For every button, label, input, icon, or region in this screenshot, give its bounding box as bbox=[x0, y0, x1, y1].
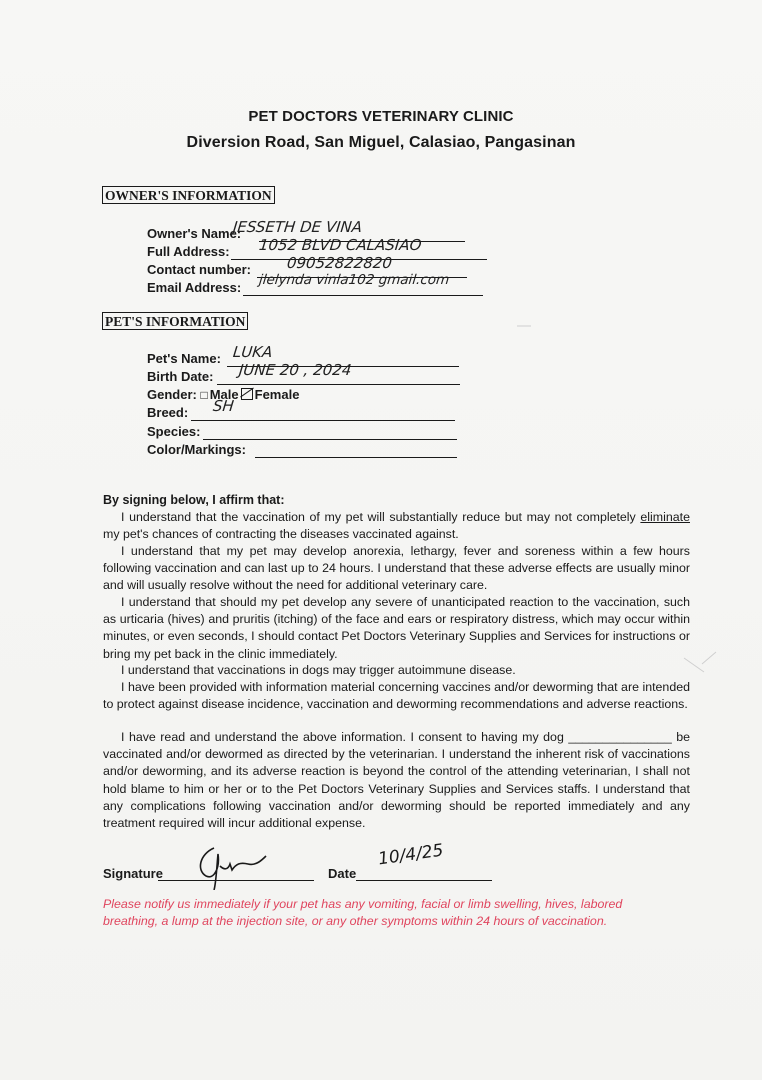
owner-name-label: Owner's Name: bbox=[147, 226, 242, 241]
color-markings-line bbox=[255, 457, 457, 458]
breed-field[interactable] bbox=[147, 397, 467, 423]
color-markings-field[interactable] bbox=[147, 442, 467, 460]
email-line bbox=[243, 295, 483, 296]
date-value: 10/4/25 bbox=[376, 840, 445, 870]
breed-value: SH bbox=[212, 397, 235, 415]
dog-name-blank[interactable]: _______________ bbox=[568, 730, 672, 744]
gender-label: Gender: bbox=[147, 387, 197, 402]
species-label: Species: bbox=[147, 424, 201, 439]
birth-date-value: JUNE 20 , 2024 bbox=[238, 361, 353, 379]
contact-number-label: Contact number: bbox=[147, 262, 251, 277]
signature-label: Signature bbox=[103, 866, 163, 881]
affirmation-paragraph-1: I understand that the vaccination of my pet will substantially reduce but may not completely eliminate my pet's chances of contracting the diseases vaccinated against. bbox=[103, 510, 690, 542]
owner-name-value: JESSETH DE VINA bbox=[232, 218, 364, 236]
owner-section-heading: OWNER'S INFORMATION bbox=[102, 186, 275, 204]
affirmation-paragraph-2: I understand that my pet may develop anorexia, lethargy, fever and soreness within a few hours following vaccination and can last up to 24 hours. I understand that these adverse effects are usually minor and will usually resolve without the need for additional veterinary care. bbox=[103, 544, 690, 593]
clinic-name: PET DOCTORS VETERINARY CLINIC bbox=[248, 108, 514, 125]
affirmation-heading: By signing below, I affirm that: bbox=[103, 493, 285, 507]
email-field[interactable] bbox=[147, 272, 487, 298]
pet-name-value: LUKA bbox=[232, 343, 274, 361]
female-option-label: Female bbox=[254, 387, 300, 402]
species-line bbox=[203, 439, 457, 440]
contact-number-value: 09052822820 bbox=[286, 254, 393, 272]
male-checkbox-icon[interactable]: □ bbox=[200, 388, 208, 402]
birth-date-line bbox=[217, 384, 460, 385]
birth-date-field[interactable] bbox=[147, 361, 467, 387]
birth-date-label: Birth Date: bbox=[147, 369, 214, 384]
email-label: Email Address: bbox=[147, 280, 242, 295]
full-address-value: 1052 BLVD CALASIAO bbox=[258, 236, 423, 254]
color-markings-label: Color/Markings: bbox=[147, 442, 246, 457]
notice-text: Please notify us immediately if your pet has any vomiting, facial or limb swelling, hives, labored breathing, a lump at the injection site, or any other symptoms within 24 hours of vaccination. bbox=[103, 897, 623, 928]
male-option-label: Male bbox=[209, 387, 239, 402]
clinic-address: Diversion Road, San Miguel, Calasiao, Pangasinan bbox=[186, 134, 576, 151]
affirmation-paragraph-3: I understand that should my pet develop any severe of unanticipated reaction to the vaccination, such as urticaria (hives) and pruritis (itching) of the face and ears or respiratory distress, which may occur within minutes, or even seconds, I should contact Pet Doctors Veterinary Supplies and Services for instructions or bring my pet back in the clinic immediately. bbox=[103, 595, 690, 661]
affirmation-paragraph-6: I have read and understand the above information. I consent to having my dog _______________ be vaccinated and/or dewormed as directed by the veterinarian. I understand the inherent risk of vaccinations and/or deworming, and its adverse reaction is beyond the control of the attending veterinarian, I shall not hold blame to him or her or to the Pet Doctors Veterinary Supplies and Services staffs. I understand that any complications following vaccination and/or deworming should be reported immediately and any treatment required will incur additional expense. bbox=[103, 730, 690, 831]
breed-line bbox=[191, 420, 455, 421]
scan-dash-icon bbox=[515, 322, 535, 330]
scan-mark-icon bbox=[682, 650, 722, 680]
affirmation-paragraph-4: I understand that vaccinations in dogs may trigger autoimmune disease. bbox=[121, 663, 516, 677]
date-label: Date bbox=[328, 866, 357, 881]
breed-label: Breed: bbox=[147, 405, 189, 420]
female-checkbox-checked-icon[interactable] bbox=[241, 388, 253, 400]
underlined-word: eliminate bbox=[640, 510, 690, 524]
email-value: jlelynda vinla102 gmail.com bbox=[258, 272, 451, 288]
pet-section-heading: PET'S INFORMATION bbox=[102, 312, 248, 330]
full-address-label: Full Address: bbox=[147, 244, 230, 259]
signature-mark bbox=[192, 840, 272, 890]
species-field[interactable] bbox=[147, 424, 467, 442]
affirmation-paragraph-5: I have been provided with information material concerning vaccines and/or deworming that are intended to protect against disease incidence, vaccination and deworming recommendations and adverse reactions. bbox=[103, 680, 690, 712]
date-line[interactable] bbox=[356, 880, 492, 881]
pet-name-label: Pet's Name: bbox=[147, 351, 221, 366]
